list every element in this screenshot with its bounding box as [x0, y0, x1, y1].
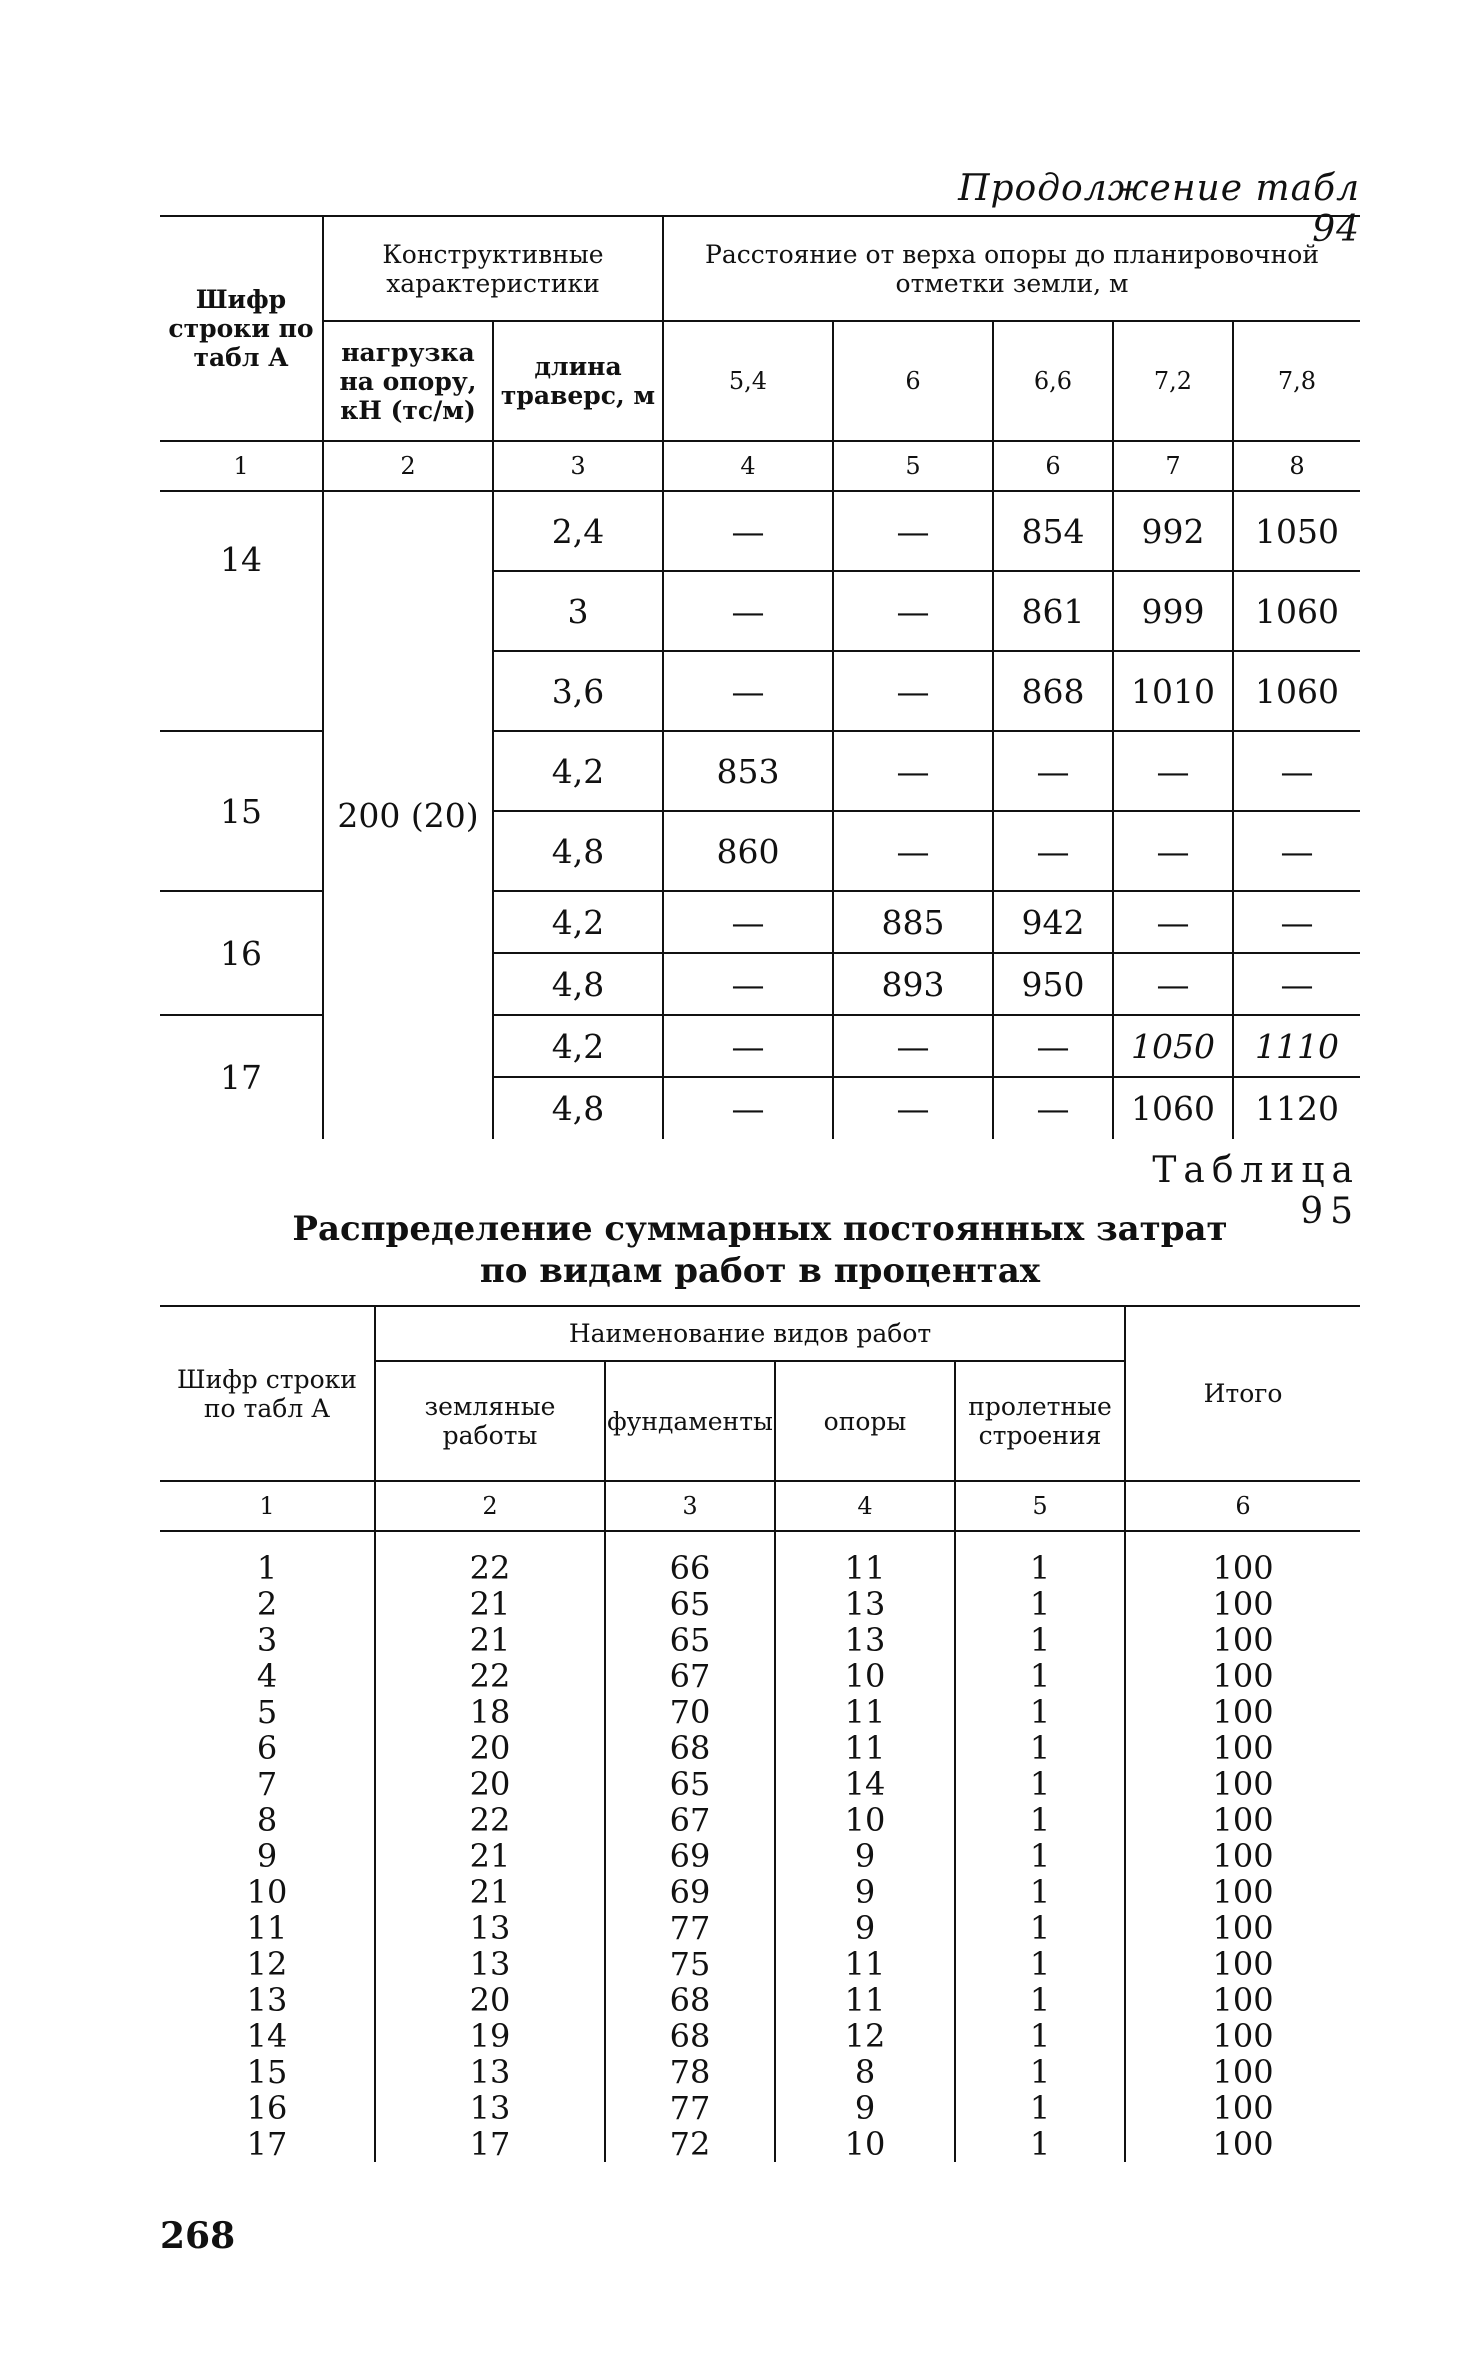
t94-colnum: 3 — [493, 441, 663, 491]
t95-header-total: Итого — [1125, 1306, 1360, 1481]
t95-cell: 1 — [1029, 2125, 1051, 2163]
t95-cell: 9 — [256, 1837, 278, 1875]
t95-cell: 19 — [469, 2017, 511, 2055]
t94-cell: 861 — [993, 571, 1113, 651]
t95-cell: 78 — [669, 2053, 711, 2091]
t94-colnum: 6 — [993, 441, 1113, 491]
t94-traverse-length: 4,2 — [493, 1015, 663, 1077]
t94-colnum: 8 — [1233, 441, 1360, 491]
t94-cell: 1050 — [1233, 491, 1360, 571]
t94-header-structural: Конструктивные характеристики — [323, 216, 663, 321]
t95-cell: 69 — [669, 1837, 711, 1875]
t94-load-value: 200 (20) — [323, 491, 493, 1139]
t95-cell: 5 — [256, 1693, 278, 1731]
t95-cell: 1 — [1029, 1549, 1051, 1587]
t95-cell: 65 — [669, 1765, 711, 1803]
t95-cell: 10 — [844, 1657, 886, 1695]
t95-cell: 11 — [844, 1693, 886, 1731]
t95-colnum: 4 — [775, 1481, 955, 1531]
t95-cell: 1 — [1029, 1621, 1051, 1659]
t95-cell: 9 — [854, 1873, 876, 1911]
t94-cell: — — [833, 811, 993, 891]
t95-cell: 68 — [669, 2017, 711, 2055]
t95-cell: 10 — [844, 1801, 886, 1839]
t95-header-works: Наименование видов работ — [375, 1306, 1125, 1361]
t95-cell: 72 — [669, 2125, 711, 2163]
t94-header-d3: 6,6 — [993, 321, 1113, 441]
t95-cell: 2 — [256, 1585, 278, 1623]
t94-header-d5: 7,8 — [1233, 321, 1360, 441]
t94-row-code: 16 — [160, 891, 323, 1015]
t94-traverse-length: 3,6 — [493, 651, 663, 731]
t95-cell: 100 — [1212, 2089, 1274, 2127]
t95-cell: 100 — [1212, 1873, 1274, 1911]
t95-header-code: Шифр строки по табл А — [160, 1306, 375, 1481]
t94-traverse-length: 2,4 — [493, 491, 663, 571]
t94-cell: — — [663, 651, 833, 731]
t95-column-total — [1125, 1531, 1360, 2162]
t95-cell: 100 — [1212, 2017, 1274, 2055]
t95-cell: 13 — [246, 1981, 288, 2019]
t94-cell: — — [663, 891, 833, 953]
t95-cell: 1 — [1029, 1837, 1051, 1875]
t95-header-spans: пролетные строения — [955, 1361, 1125, 1481]
t94-cell: 1050 — [1113, 1015, 1233, 1077]
t95-cell: 77 — [669, 2089, 711, 2127]
t94-traverse-length: 4,8 — [493, 1077, 663, 1139]
t95-cell: 1 — [1029, 1873, 1051, 1911]
t94-cell: — — [663, 1077, 833, 1139]
t95-column-code — [160, 1531, 375, 2162]
t95-cell: 13 — [469, 1945, 511, 1983]
t95-cell: 77 — [669, 1909, 711, 1947]
t94-traverse-length: 3 — [493, 571, 663, 651]
t95-cell: 68 — [669, 1729, 711, 1767]
t95-cell: 11 — [246, 1909, 288, 1947]
t95-cell: 20 — [469, 1729, 511, 1767]
t95-cell: 9 — [854, 2089, 876, 2127]
continuation-title: Продолжение табл 94 — [958, 168, 1360, 250]
t95-cell: 1 — [1029, 1693, 1051, 1731]
t94-traverse-length: 4,2 — [493, 891, 663, 953]
t95-cell: 12 — [844, 2017, 886, 2055]
t94-colnum: 7 — [1113, 441, 1233, 491]
t95-cell: 1 — [1029, 2017, 1051, 2055]
t95-cell: 11 — [844, 1945, 886, 1983]
t94-header-d2: 6 — [833, 321, 993, 441]
t95-colnum: 1 — [160, 1481, 375, 1531]
t95-cell: 10 — [246, 1873, 288, 1911]
t95-cell: 20 — [469, 1981, 511, 2019]
t94-cell: — — [833, 1077, 993, 1139]
t94-cell: — — [663, 1015, 833, 1077]
t94-row-code: 15 — [160, 731, 323, 891]
t94-header-d4: 7,2 — [1113, 321, 1233, 441]
page-number: 268 — [160, 2215, 236, 2257]
t95-cell: 9 — [854, 1909, 876, 1947]
t95-cell: 100 — [1212, 2125, 1274, 2163]
t94-traverse-length: 4,2 — [493, 731, 663, 811]
t95-cell: 13 — [469, 2089, 511, 2127]
t95-cell: 100 — [1212, 1945, 1274, 1983]
t95-cell: 9 — [854, 1837, 876, 1875]
t94-cell: 1060 — [1113, 1077, 1233, 1139]
t95-cell: 20 — [469, 1765, 511, 1803]
t95-cell: 1 — [1029, 1657, 1051, 1695]
t95-cell: 1 — [1029, 1801, 1051, 1839]
t95-cell: 14 — [844, 1765, 886, 1803]
t95-header-foundations: фундаменты — [605, 1361, 775, 1481]
t95-cell: 4 — [256, 1657, 278, 1695]
t94-cell: — — [993, 811, 1113, 891]
t95-cell: 100 — [1212, 1801, 1274, 1839]
table-95-caption — [250, 1208, 1270, 1292]
t94-cell: 860 — [663, 811, 833, 891]
t94-cell: 992 — [1113, 491, 1233, 571]
t95-cell: 66 — [669, 1549, 711, 1587]
t94-cell: — — [1233, 811, 1360, 891]
t95-cell: 11 — [844, 1729, 886, 1767]
t95-cell: 21 — [469, 1585, 511, 1623]
t95-cell: 65 — [669, 1621, 711, 1659]
t95-column-foundations — [605, 1531, 775, 2162]
t94-cell: 893 — [833, 953, 993, 1015]
t94-cell: — — [663, 953, 833, 1015]
t94-cell: 942 — [993, 891, 1113, 953]
t94-cell: — — [1113, 731, 1233, 811]
t94-cell: — — [1233, 891, 1360, 953]
t94-cell: 854 — [993, 491, 1113, 571]
t94-header-distance: Расстояние от верха опоры до планировочной отметки земли, м — [663, 216, 1360, 321]
t94-cell: — — [993, 731, 1113, 811]
t95-cell: 21 — [469, 1621, 511, 1659]
t95-cell: 100 — [1212, 1657, 1274, 1695]
t94-colnum: 5 — [833, 441, 993, 491]
t95-cell: 18 — [469, 1693, 511, 1731]
table-95-label: Таблица 95 — [1152, 1150, 1360, 1232]
t95-cell: 67 — [669, 1657, 711, 1695]
t95-cell: 70 — [669, 1693, 711, 1731]
t94-traverse-length: 4,8 — [493, 953, 663, 1015]
t95-cell: 21 — [469, 1873, 511, 1911]
t95-header-supports: опоры — [775, 1361, 955, 1481]
t94-cell: 1060 — [1233, 651, 1360, 731]
t95-cell: 100 — [1212, 1621, 1274, 1659]
t94-cell: — — [833, 1015, 993, 1077]
t95-cell: 69 — [669, 1873, 711, 1911]
t94-row-code: 17 — [220, 1058, 262, 1097]
t94-cell: — — [833, 491, 993, 571]
t95-cell: 1 — [1029, 1729, 1051, 1767]
t94-header-d1: 5,4 — [663, 321, 833, 441]
t94-cell: — — [663, 571, 833, 651]
t94-cell: — — [1113, 891, 1233, 953]
t95-cell: 8 — [854, 2053, 876, 2091]
t94-colnum: 2 — [323, 441, 493, 491]
t94-cell: 853 — [663, 731, 833, 811]
t95-cell: 7 — [256, 1765, 278, 1803]
t95-cell: 6 — [256, 1729, 278, 1767]
t94-cell: 885 — [833, 891, 993, 953]
t95-cell: 15 — [246, 2053, 288, 2091]
t94-header-traverse: длина траверс, м — [493, 321, 663, 441]
t95-cell: 1 — [1029, 1909, 1051, 1947]
t95-cell: 13 — [469, 2053, 511, 2091]
t94-header-code: Шифр строки по табл А — [160, 216, 323, 441]
t95-cell: 100 — [1212, 1909, 1274, 1947]
t95-cell: 3 — [256, 1621, 278, 1659]
t95-cell: 1 — [1029, 2089, 1051, 2127]
t95-cell: 10 — [844, 2125, 886, 2163]
table-94 — [160, 215, 1360, 1139]
t95-cell: 14 — [246, 2017, 288, 2055]
t95-cell: 1 — [1029, 1585, 1051, 1623]
t95-cell: 68 — [669, 1981, 711, 2019]
t95-cell: 100 — [1212, 1729, 1274, 1767]
t95-header-earth: земляные работы — [375, 1361, 605, 1481]
t94-cell: 950 — [993, 953, 1113, 1015]
t94-cell: — — [1233, 731, 1360, 811]
t95-cell: 1 — [256, 1549, 278, 1587]
t94-cell: 1010 — [1113, 651, 1233, 731]
t94-cell: 1120 — [1233, 1077, 1360, 1139]
t94-cell: — — [1113, 953, 1233, 1015]
caption-line-1: Распределение суммарных постоянных затрат — [292, 1209, 1228, 1249]
t95-colnum: 5 — [955, 1481, 1125, 1531]
t95-cell: 100 — [1212, 1765, 1274, 1803]
t95-colnum: 3 — [605, 1481, 775, 1531]
t95-cell: 100 — [1212, 1585, 1274, 1623]
t94-header-load: нагрузка на опору, кН (тс/м) — [323, 321, 493, 441]
t94-cell: — — [663, 491, 833, 571]
t94-cell: 1110 — [1233, 1015, 1360, 1077]
t95-cell: 1 — [1029, 1981, 1051, 2019]
t95-column-supports — [775, 1531, 955, 2162]
t95-cell: 100 — [1212, 1693, 1274, 1731]
t95-cell: 100 — [1212, 1549, 1274, 1587]
t95-cell: 1 — [1029, 2053, 1051, 2091]
t95-cell: 8 — [256, 1801, 278, 1839]
t95-cell: 12 — [246, 1945, 288, 1983]
t95-cell: 21 — [469, 1837, 511, 1875]
t95-cell: 1 — [1029, 1945, 1051, 1983]
t95-cell: 75 — [669, 1945, 711, 1983]
t95-cell: 16 — [246, 2089, 288, 2127]
t94-cell: — — [1233, 953, 1360, 1015]
t95-cell: 22 — [469, 1801, 511, 1839]
t94-cell: — — [833, 571, 993, 651]
t94-cell: — — [993, 1077, 1113, 1139]
t95-cell: 17 — [246, 2125, 288, 2163]
t95-colnum: 2 — [375, 1481, 605, 1531]
t95-cell: 13 — [469, 1909, 511, 1947]
t94-cell: 1060 — [1233, 571, 1360, 651]
t95-cell: 11 — [844, 1549, 886, 1587]
t94-cell: 999 — [1113, 571, 1233, 651]
t95-cell: 22 — [469, 1657, 511, 1695]
t94-cell: — — [993, 1015, 1113, 1077]
t95-cell: 22 — [469, 1549, 511, 1587]
t94-cell: — — [833, 731, 993, 811]
t94-row-code: 14 — [160, 491, 323, 731]
t95-cell: 67 — [669, 1801, 711, 1839]
t94-cell: — — [1113, 811, 1233, 891]
caption-line-2: по видам работ в процентах — [479, 1251, 1041, 1291]
t95-cell: 100 — [1212, 1981, 1274, 2019]
t95-cell: 13 — [844, 1621, 886, 1659]
t95-cell: 11 — [844, 1981, 886, 2019]
t94-cell: 868 — [993, 651, 1113, 731]
t94-colnum: 1 — [160, 441, 323, 491]
t95-cell: 100 — [1212, 2053, 1274, 2091]
t95-cell: 1 — [1029, 1765, 1051, 1803]
t94-colnum: 4 — [663, 441, 833, 491]
t95-cell: 65 — [669, 1585, 711, 1623]
t95-cell: 13 — [844, 1585, 886, 1623]
t95-cell: 17 — [469, 2125, 511, 2163]
table-95 — [160, 1305, 1360, 2162]
t95-cell: 100 — [1212, 1837, 1274, 1875]
t94-traverse-length: 4,8 — [493, 811, 663, 891]
table-row — [160, 491, 1360, 571]
t95-column-earth — [375, 1531, 605, 2162]
t95-colnum: 6 — [1125, 1481, 1360, 1531]
t94-cell: — — [833, 651, 993, 731]
t95-column-spans — [955, 1531, 1125, 2162]
